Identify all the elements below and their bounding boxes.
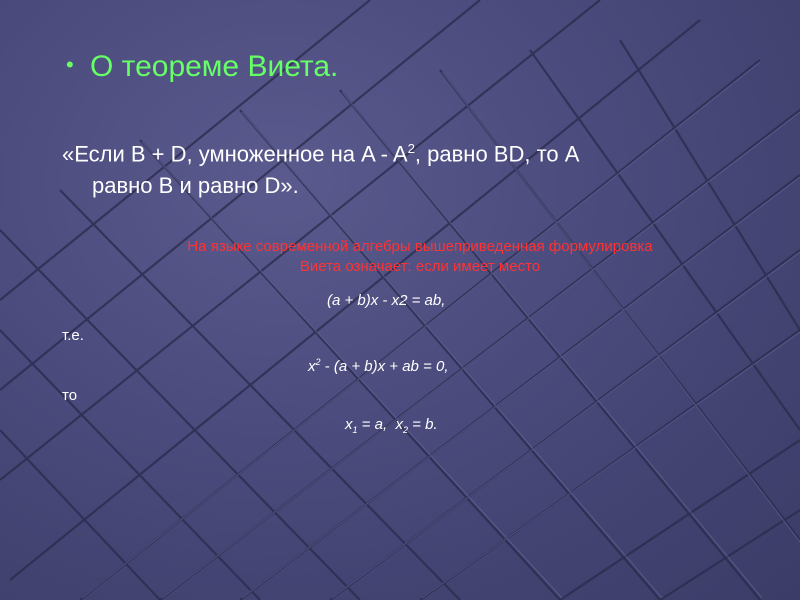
formula-3-x1: x <box>345 416 353 433</box>
label-te: т.е. <box>62 327 84 344</box>
formula-3-sub1: 1 <box>352 425 358 435</box>
formula-2-x: x <box>308 358 316 375</box>
formula-2 <box>308 357 449 375</box>
quote-superscript: 2 <box>407 141 415 156</box>
note-line2: Виета означает: если имеет место <box>299 258 541 275</box>
bullet-icon: • <box>66 52 74 77</box>
title-text: О теореме Виета. <box>90 50 339 83</box>
slide-title <box>66 50 338 84</box>
quote-line1-part-b: , равно BD, то A <box>414 141 580 167</box>
label-to: то <box>62 387 78 404</box>
formula-3-sub2: 2 <box>402 425 408 435</box>
note-line1: На языке современной алгебры вышеприведенная формулировка <box>187 238 653 255</box>
formula-2-superscript: 2 <box>315 357 321 367</box>
formula-1: (a + b)x - x2 = ab, <box>327 292 446 309</box>
formula-3-eq2: = b. <box>407 416 438 433</box>
formula-3-eq1: = a, x <box>357 416 403 433</box>
quote-line2: равно B и равно D». <box>92 173 299 199</box>
modern-algebra-note <box>60 237 780 277</box>
quote-line1-part-a: «Если B + D, умноженное на A - A <box>62 141 408 167</box>
formula-2-rest: - (a + b)x + ab = 0, <box>320 358 449 375</box>
formula-3 <box>345 416 438 435</box>
vieta-quote <box>62 133 742 202</box>
